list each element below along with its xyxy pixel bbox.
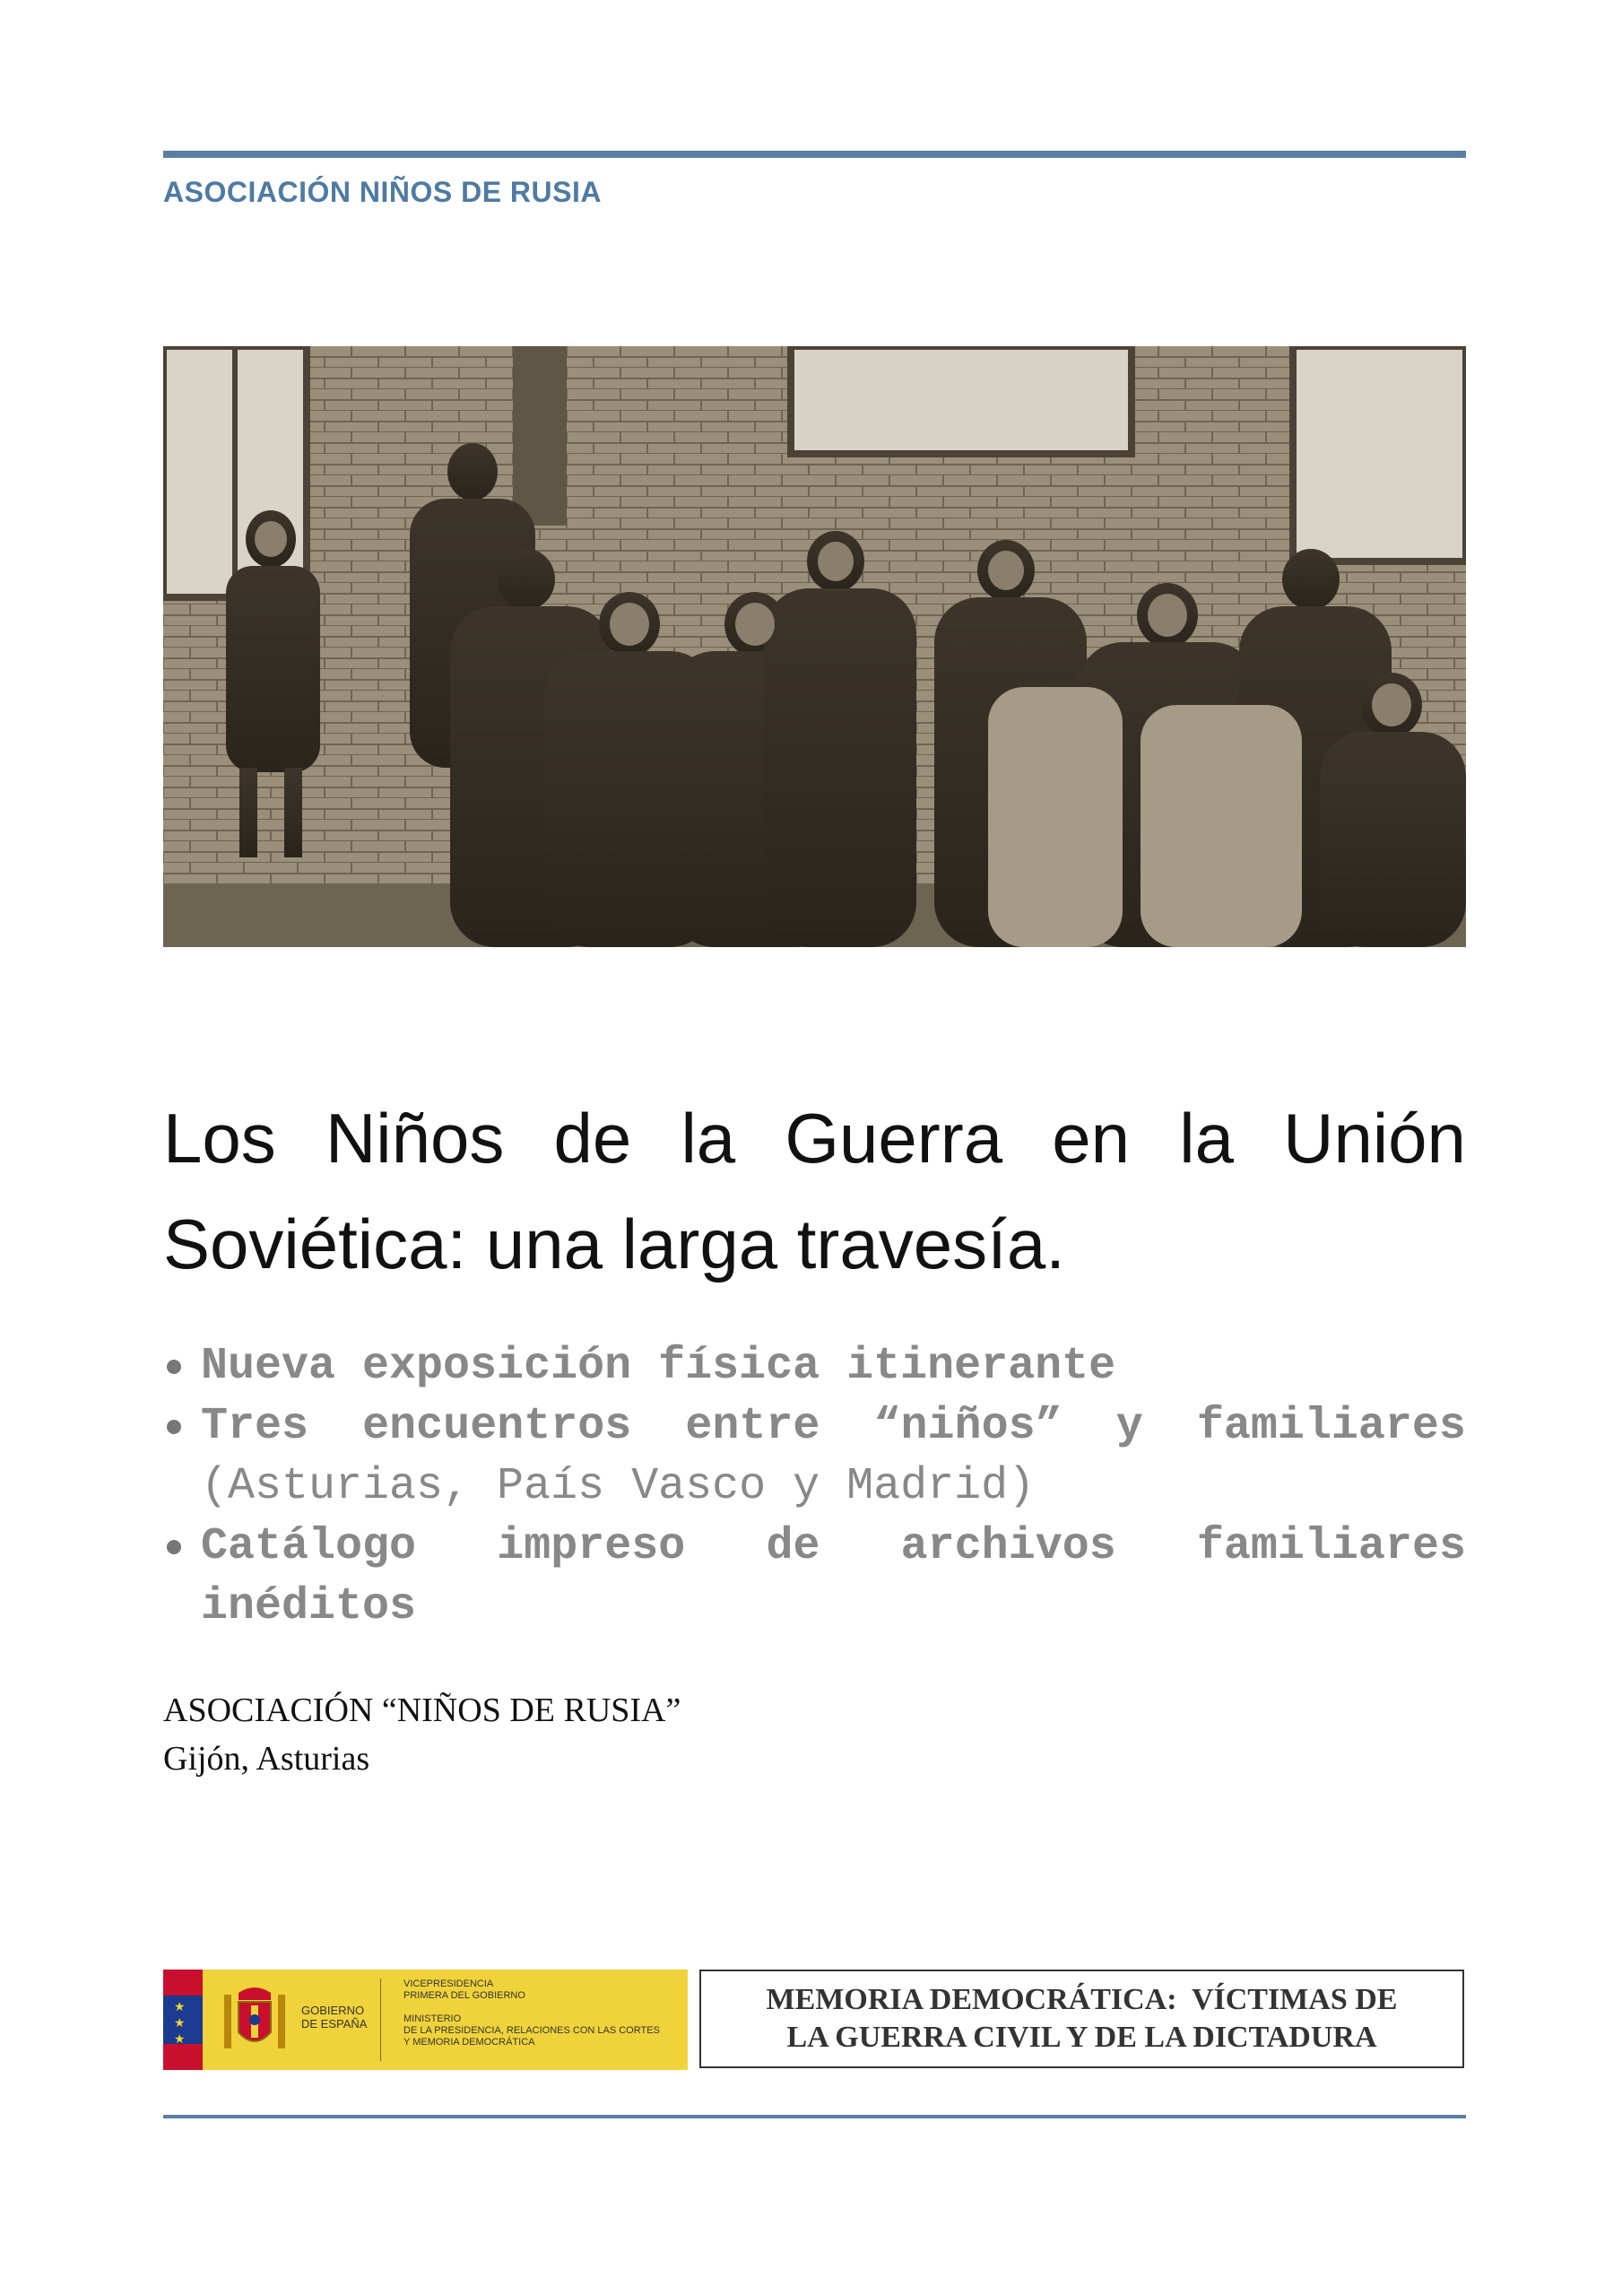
document-title: [163, 1085, 1466, 1297]
title-word: Los: [163, 1099, 276, 1178]
bullet-word: Catálogo: [201, 1521, 417, 1572]
bullet-word: “niños”: [873, 1401, 1063, 1452]
title-line-1: [163, 1085, 1466, 1191]
list-item: [163, 1517, 1466, 1637]
gov-name-line: GOBIERNO: [301, 2004, 365, 2017]
ministry-line: Y MEMORIA DEMOCRÁTICA: [403, 2037, 535, 2048]
ministry-text: [403, 1979, 660, 2048]
title-word: la: [681, 1099, 736, 1178]
memoria-line-1: MEMORIA DEMOCRÁTICA: VÍCTIMAS DE: [766, 1983, 1398, 2016]
bullet-subtext: (Asturias, País Vasco y Madrid): [201, 1461, 1036, 1512]
ministry-line: PRIMERA DEL GOBIERNO: [403, 1990, 525, 2001]
title-word: Niños: [325, 1099, 505, 1178]
title-line-2: Soviética: una larga travesía.: [163, 1205, 1065, 1283]
bullet-word: impreso: [497, 1521, 686, 1572]
bullet-icon: [167, 1540, 181, 1554]
bullet-icon: [167, 1360, 181, 1374]
title-word: Unión: [1283, 1099, 1466, 1178]
top-divider: [163, 151, 1466, 158]
list-item: [163, 1336, 1466, 1396]
bullet-icon: [167, 1420, 181, 1434]
list-item: [163, 1396, 1466, 1517]
eu-spain-flag-icon: [163, 1970, 203, 2070]
bullet-word: y: [1115, 1401, 1143, 1452]
ministry-line: DE LA PRESIDENCIA, RELACIONES CON LAS CORTES: [403, 2025, 660, 2036]
logo-divider: [380, 1979, 381, 2061]
ministry-line: MINISTERIO: [403, 2013, 462, 2024]
bullet-word: familiares: [1196, 1401, 1466, 1452]
coat-of-arms-icon: [219, 1982, 291, 2059]
bullet-continuation: inéditos: [201, 1581, 417, 1632]
government-logo: [163, 1970, 688, 2070]
photo-illustration: [163, 346, 1466, 947]
bullet-word: encuentros: [362, 1401, 632, 1452]
title-word: la: [1179, 1099, 1234, 1178]
bullet-word: de: [766, 1521, 820, 1572]
title-word: en: [1052, 1099, 1131, 1178]
bullet-line: [201, 1396, 1466, 1457]
star-icon: ★: [174, 2032, 186, 2047]
star-icon: ★: [174, 2016, 186, 2031]
bullet-word: Tres: [201, 1401, 309, 1452]
title-word: Guerra: [785, 1099, 1003, 1178]
bullet-list: [163, 1336, 1466, 1637]
bullet-word: entre: [685, 1401, 820, 1452]
bottom-divider: [163, 2115, 1466, 2118]
association-name: ASOCIACIÓN “NIÑOS DE RUSIA”: [163, 1692, 681, 1729]
gov-name-line: DE ESPAÑA: [301, 2017, 368, 2031]
bullet-word: archivos: [900, 1521, 1116, 1572]
memoria-democratica-box: [699, 1970, 1464, 2068]
org-header: ASOCIACIÓN NIÑOS DE RUSIA: [163, 176, 602, 208]
bullet-line: [201, 1517, 1466, 1577]
memoria-line-2: LA GUERRA CIVIL Y DE LA DICTADURA: [786, 2021, 1377, 2054]
bullet-text: Nueva exposición física itinerante: [201, 1341, 1116, 1392]
association-location: Gijón, Asturias: [163, 1740, 370, 1778]
star-icon: ★: [174, 2000, 186, 2014]
ministry-line: VICEPRESIDENCIA: [403, 1979, 494, 1989]
gov-name: [301, 2004, 367, 2031]
bullet-word: familiares: [1196, 1521, 1466, 1572]
title-word: de: [553, 1099, 632, 1178]
association-block: [163, 1686, 681, 1783]
historical-group-photo: [163, 346, 1466, 947]
